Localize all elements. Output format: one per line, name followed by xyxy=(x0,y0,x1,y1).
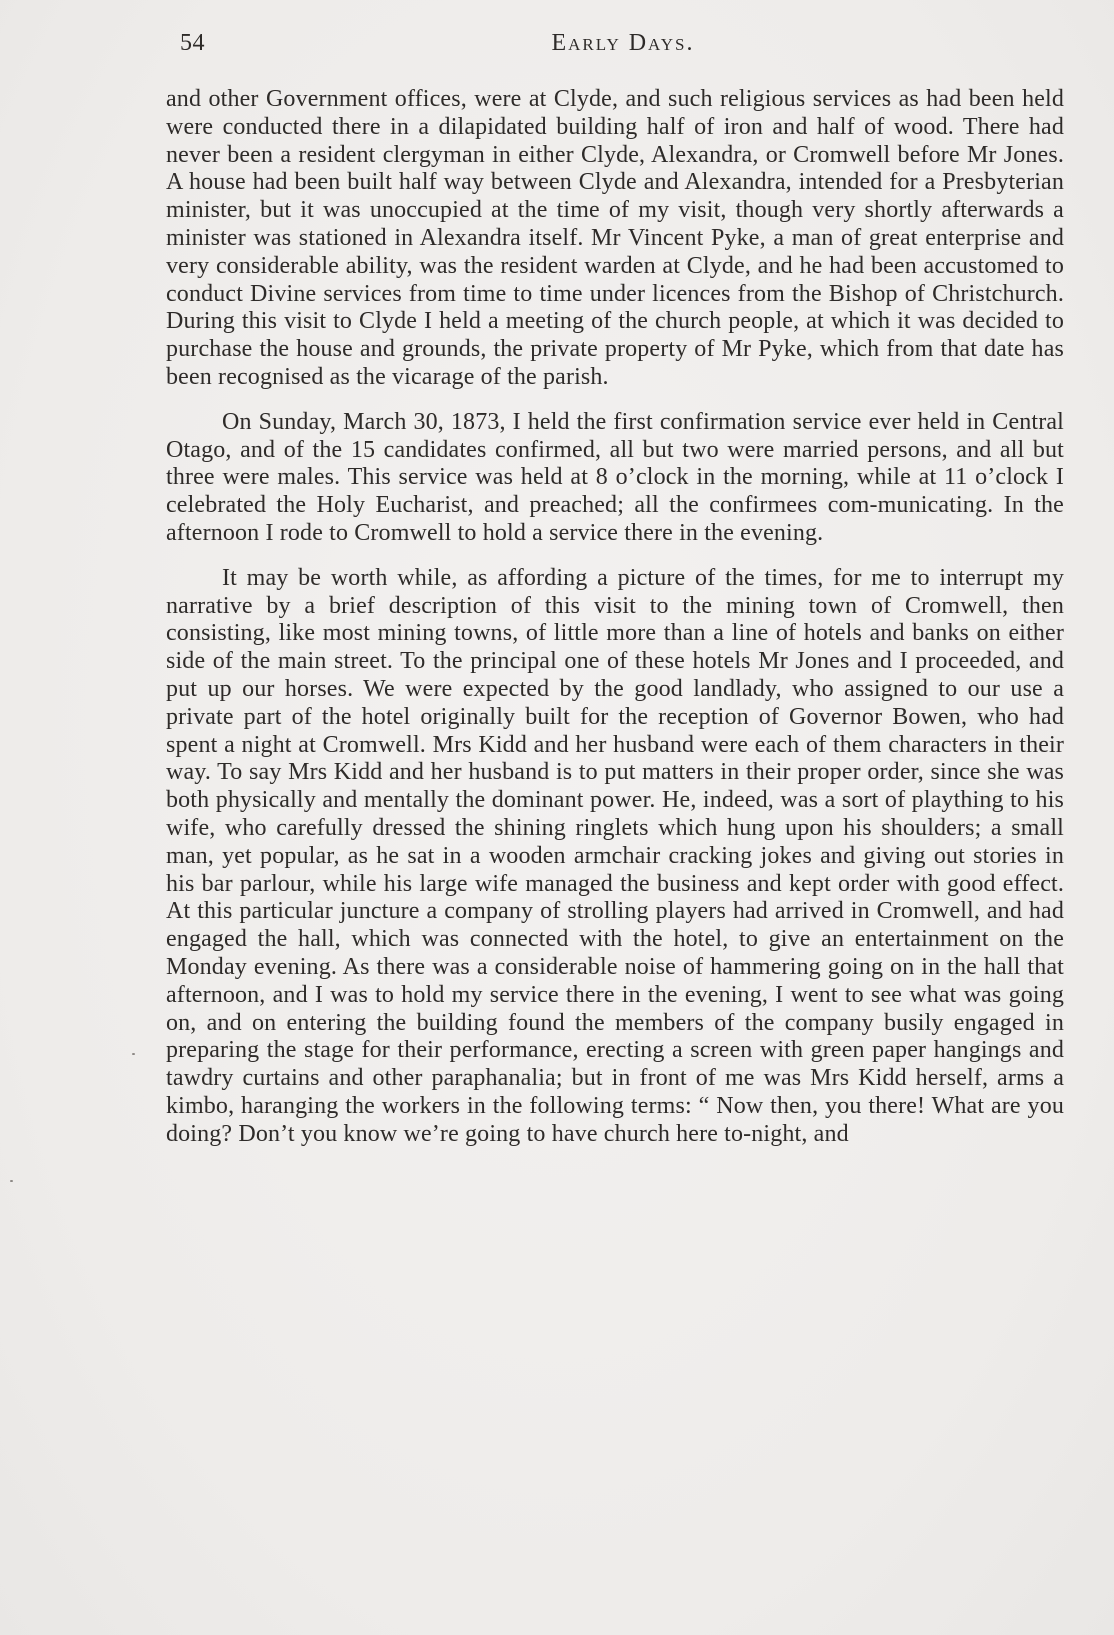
paragraph-confirmation: On Sunday, March 30, 1873, I held the first confirmation service ever held in Central Otago, and of the 15 candidates confirmed, all but two were married persons, and all but three were males. This service was held at 8 o’clock in the morning, while at 11 o’clock I celebrated the Holy Eucharist, and preached; all the confirmees com-municating. In the afternoon I rode to Cromwell to hold a service there in the evening. xyxy=(166,408,1064,546)
paragraph-continued: and other Government offices, were at Clyde, and such religious services as had been held were conducted there in a dilapidated building half of iron and half of wood. There had never been a resident clergyman in either Clyde, Alexandra, or Cromwell before Mr Jones. A house had been built half way between Clyde and Alexandra, intended for a Presbyterian minister, but it was unoccupied at the time of my visit, though very shortly afterwards a minister was stationed in Alexandra itself. Mr Vincent Pyke, a man of great enterprise and very considerable ability, was the resident warden at Clyde, and he had been accustomed to conduct Divine services from time to time under licences from the Bishop of Christchurch. During this visit to Clyde I held a meeting of the church people, at which it was decided to purchase the house and grounds, the private property of Mr Pyke, which from that date has been recognised as the vicarage of the parish. xyxy=(166,86,1064,390)
paper-speck xyxy=(132,1053,135,1055)
page-header xyxy=(180,30,1066,64)
running-head: Early Days. xyxy=(551,30,695,56)
page-number: 54 xyxy=(180,30,205,56)
paragraph-cromwell: It may be worth while, as affording a picture of the times, for me to interrupt my narrative by a brief description of this visit to the mining town of Cromwell, then consisting, like most mining towns, of little more than a line of hotels and banks on either side of the main street. To the principal one of these hotels Mr Jones and I proceeded, and put up our horses. We were expected by the good landlady, who assigned to our use a private part of the hotel originally built for the reception of Governor Bowen, who had spent a night at Cromwell. Mrs Kidd and her husband were each of them characters in their way. To say Mrs Kidd and her husband is to put matters in their proper order, since she was both physically and mentally the dominant power. He, indeed, was a sort of plaything to his wife, who carefully dressed the shining ringlets which hung upon his shoulders; a small man, yet popular, as he sat in a wooden armchair cracking jokes and giving out stories in his bar parlour, while his large wife managed the business and kept order with good effect. At this particular juncture a company of strolling players had arrived in Cromwell, and had engaged the hall, which was connected with the hotel, to give an entertainment on the Monday evening. As there was a considerable noise of hammering going on in the hall that afternoon, and I was to hold my service there in the evening, I went to see what was going on, and on entering the building found the members of the company busily engaged in preparing the stage for their performance, erecting a screen with green paper hangings and tawdry curtains and other paraphanalia; but in front of me was Mrs Kidd herself, arms a kimbo, haranging the workers in the following terms: “ Now then, you there! What are you doing? Don’t you know we’re going to have church here to-night, and xyxy=(166,564,1064,1147)
body-text xyxy=(166,86,1064,1148)
paper-speck xyxy=(10,1180,13,1182)
